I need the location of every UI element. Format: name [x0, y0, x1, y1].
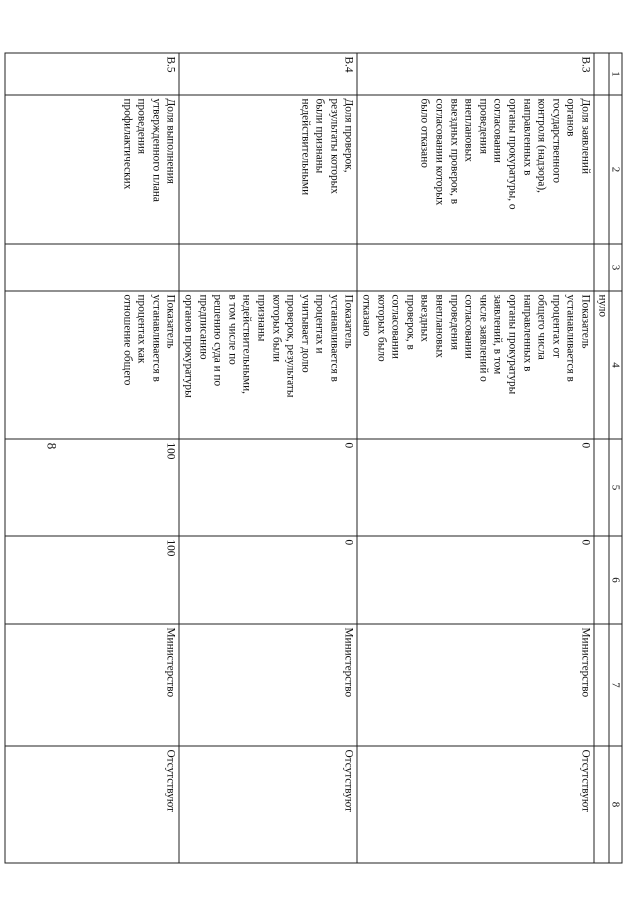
notes: Отсутствуют [358, 746, 595, 863]
notes: Отсутствуют [179, 746, 357, 863]
notes: Отсутствуют [5, 746, 179, 863]
row-code: В.4 [179, 53, 357, 95]
value-col5: 0 [358, 439, 595, 536]
cell-col3 [5, 244, 179, 291]
value-col6: 100 [5, 536, 179, 624]
column-number: 4 [609, 291, 622, 439]
row-code: В.3 [358, 53, 595, 95]
column-number: 1 [609, 53, 622, 95]
column-number: 3 [609, 244, 622, 291]
indicator-name: Доля выполнения утвержденного плана проведения профилактических [5, 95, 179, 244]
column-number: 5 [609, 439, 622, 536]
value-col5: 100 [5, 439, 179, 536]
value-col6: 0 [179, 536, 357, 624]
value-col5: 0 [179, 439, 357, 536]
spill-row [594, 53, 609, 863]
column-number: 2 [609, 95, 622, 244]
table-row [358, 53, 595, 863]
responsible: Министерство [5, 624, 179, 746]
indicator-description: Показатель устанавливается в процентах от общего числа направленных в органы прокуратуры заявлений, в том числе заявлений о согласовании проведения внеплановых выездных проверок, в согласовании которых было отказано [358, 291, 595, 439]
value-col6: 0 [358, 536, 595, 624]
indicator-description: Показатель устанавливается в процентах и учитывает долю проверок, результаты которых были признаны недействительными, в том числе по решению суда и по предписанию органов прокуратуры [179, 291, 357, 439]
column-numbers-row [609, 53, 622, 863]
table-row [5, 53, 179, 863]
responsible: Министерство [179, 624, 357, 746]
row-code: В.5 [5, 53, 179, 95]
table-row [179, 53, 357, 863]
indicator-description: Показатель устанавливается в процентах как отношение общего [5, 291, 179, 439]
spill-text: нуло [594, 291, 609, 439]
column-number: 8 [609, 746, 622, 863]
indicator-name: Доля заявлений органов государственного контроля (надзора), направленных в органы прокуратуры, о согласовании проведения внеплановых выездных проверок, в согласовании которых было отказано [358, 95, 595, 244]
column-number: 7 [609, 624, 622, 746]
table-frame [86, 53, 623, 863]
cell-col3 [358, 244, 595, 291]
indicators-table [5, 53, 623, 864]
responsible: Министерство [358, 624, 595, 746]
column-number: 6 [609, 536, 622, 624]
indicator-name: Доля проверок, результаты которых были признаны недействительными [179, 95, 357, 244]
page-number: 8 [44, 442, 60, 450]
cell-col3 [179, 244, 357, 291]
